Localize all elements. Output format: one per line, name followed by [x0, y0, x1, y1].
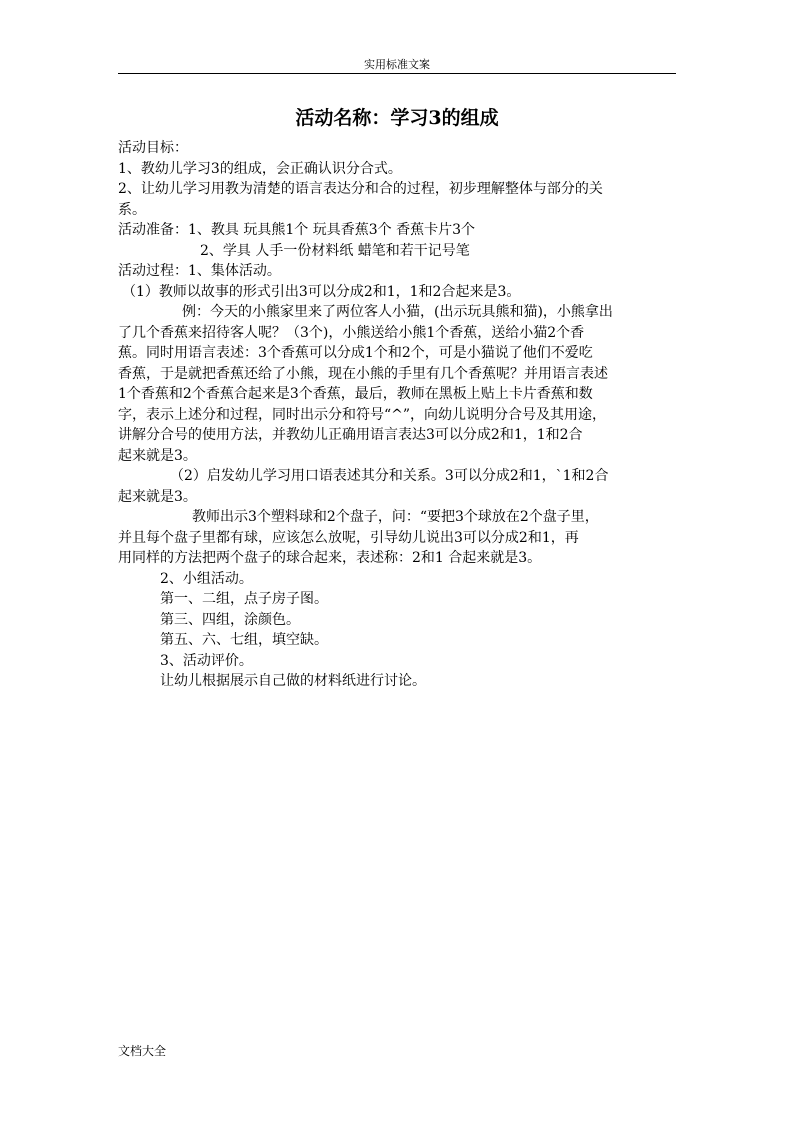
example-line-4: 香蕉，于是就把香蕉还给了小熊，现在小熊的手里有几个香蕉呢？并用语言表述: [118, 365, 608, 382]
teacher-line-2: 并且每个盘子里都有球，应该怎么放呢，引导幼儿说出3可以分成2和1，再: [118, 529, 579, 546]
header-divider: [118, 73, 676, 74]
example-line-6: 字，表示上述分和过程，同时出示分和符号“^”，向幼儿说明分合号及其用途，: [118, 406, 607, 423]
prep-line-1: 活动准备：1、教具 玩具熊1个 玩具香蕉3个 香蕉卡片3个: [118, 222, 475, 238]
step-2a: （2）启发幼儿学习用口语表述其分和关系。3可以分成2和1，`1和2合: [170, 468, 609, 484]
goal-label: 活动目标：: [118, 140, 188, 156]
example-line-1: 例：今天的小熊家里来了两位客人小猫，(出示玩具熊和猫)，小熊拿出: [182, 304, 613, 320]
example-line-7: 讲解分合号的使用方法，并教幼儿正确用语言表达3可以分成2和1，1和2合: [118, 427, 583, 443]
group-line-1: 第一、二组，点子房子图。: [160, 591, 328, 607]
step-1: （1）教师以故事的形式引出3可以分成2和1，1和2合起来是3。: [122, 283, 521, 300]
process-label: 活动过程：1、集体活动。: [118, 263, 281, 279]
example-line-8: 起来就是3。: [118, 447, 197, 464]
goal-line-2b: 系。: [118, 201, 146, 218]
document-body: [118, 138, 684, 692]
example-line-5: 1个香蕉和2个香蕉合起来是3个香蕉，最后，教师在黑板上贴上卡片香蕉和数: [118, 386, 593, 402]
prep-line-2: 2、学具 人手一份材料纸 蜡笔和若干记号笔: [200, 242, 470, 259]
goal-line-1: 1、教幼儿学习3的组成，会正确认识分合式。: [118, 160, 402, 177]
group-line-3: 第五、六、七组，填空缺。: [160, 632, 328, 648]
page-footer: 文档大全: [118, 1044, 167, 1058]
evaluation-text: 让幼儿根据展示自己做的材料纸进行讨论。: [160, 673, 426, 689]
example-line-3: 蕉。同时用语言表述：3个香蕉可以分成1个和2个，可是小猫说了他们不爱吃: [118, 345, 593, 361]
group-label: 2、小组活动。: [160, 570, 253, 587]
goal-line-2a: 2、让幼儿学习用教为清楚的语言表达分和合的过程，初步理解整体与部分的关: [118, 181, 603, 197]
evaluation-label: 3、活动评价。: [160, 652, 253, 669]
teacher-line-3: 用同样的方法把两个盘子的球合起来，表述称：2和1 合起来就是3。: [118, 550, 542, 566]
document-title: 活动名称：学习3的组成: [295, 107, 499, 129]
example-line-2: 了几个香蕉来招待客人呢？（3个)，小熊送给小熊1个香蕉，送给小猫2个香: [118, 324, 585, 341]
teacher-line-1: 教师出示3个塑料球和2个盘子，问：“要把3个球放在2个盘子里，: [192, 509, 599, 525]
group-line-2: 第三、四组，涂颜色。: [160, 611, 300, 628]
step-2b: 起来就是3。: [118, 488, 197, 505]
page-header: 实用标准文案: [364, 58, 430, 71]
